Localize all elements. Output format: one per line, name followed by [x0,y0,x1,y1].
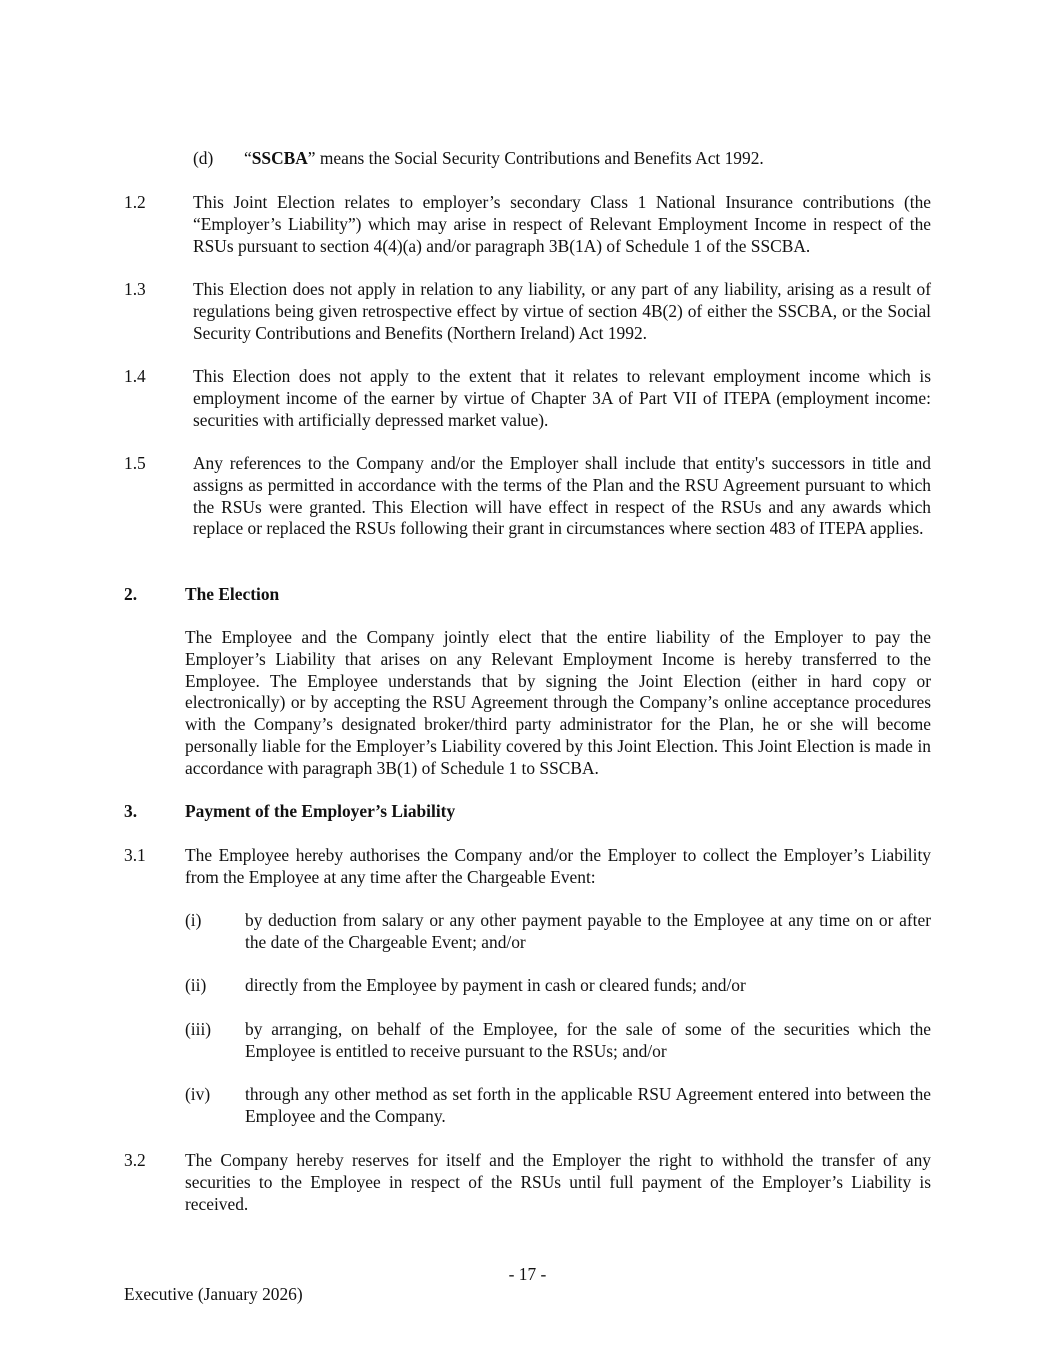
section-2-title: The Election [185,584,280,604]
section-1-2-number: 1.2 [124,192,146,212]
section-1-5-number: 1.5 [124,453,146,473]
section-2-number: 2. [124,584,138,604]
item-ii-number: (ii) [185,975,207,995]
defined-term: SSCBA [251,148,308,168]
item-ii-text: directly from the Employee by payment in cash or cleared funds; and/or [245,975,746,995]
page-number: - 17 - [508,1264,547,1284]
item-iii-number: (iii) [185,1019,212,1039]
item-i-number: (i) [185,910,202,930]
section-1-3-text: This Election does not apply in relation to any liability, or any part of any liability, arising as a result of regulations being given retrospective effect by virtue of section 4B(2) of either the SSCBA, or the Social Security Contributions and Benefits (Northern Ireland) Act 1992. [193,279,931,343]
item-iv-text: through any other method as set forth in the applicable RSU Agreement entered into between the Employee and the Company. [245,1084,931,1126]
section-3-1-text: The Employee hereby authorises the Company and/or the Employer to collect the Employer’s Liability from the Employee at any time after the Chargeable Event: [185,845,931,887]
section-1-4-number: 1.4 [124,366,146,386]
section-1-4-text: This Election does not apply to the extent that it relates to relevant employment income which is employment income of the earner by virtue of Chapter 3A of Part VII of ITEPA (employment income: securities with artificially depressed market value). [193,366,931,430]
item-d-number: (d) [193,148,214,168]
section-3-number: 3. [124,801,138,821]
section-2-body: The Employee and the Company jointly elect that the entire liability of the Employer to pay the Employer’s Liability that arises on any Relevant Employment Income is hereby transferred to the Employee. The Employee understands that by signing the Joint Election (either in hard copy or electronically) or by accepting the RSU Agreement through the Company’s online acceptance procedures with the Company’s designated broker/third party administrator for the Plan, he or she will become personally liable for the Employer’s Liability covered by this Joint Election. This Joint Election is made in accordance with paragraph 3B(1) of Schedule 1 to SSCBA. [185,627,931,778]
section-3-1-number: 3.1 [124,845,146,865]
section-3-title: Payment of the Employer’s Liability [185,801,456,821]
section-3-2-number: 3.2 [124,1150,146,1170]
document-label: Executive (January 2026) [124,1284,303,1304]
section-1-5-text: Any references to the Company and/or the Employer shall include that entity's successors in title and assigns as permitted in accordance with the terms of the Plan and the RSU Agreement pursuant to which the RSUs were granted. This Election will have effect in respect of the RSUs and any awards which replace or replaced the RSUs following their grant in circumstances where section 483 of ITEPA applies. [193,453,931,539]
section-1-3-number: 1.3 [124,279,146,299]
section-3-2-text: The Company hereby reserves for itself and the Employer the right to withhold the transfer of any securities to the Employee in respect of the RSUs until full payment of the Employer’s Liability is received. [185,1150,931,1214]
item-iii-text: by arranging, on behalf of the Employee, for the sale of some of the securities which the Employee is entitled to receive pursuant to the RSUs; and/or [245,1019,931,1061]
item-d-text: “SSCBA” means the Social Security Contributions and Benefits Act 1992. [244,148,764,168]
item-i-text: by deduction from salary or any other payment payable to the Employee at any time on or after the date of the Chargeable Event; and/or [245,910,931,952]
section-1-2-text: This Joint Election relates to employer’s secondary Class 1 National Insurance contributions (the “Employer’s Liability”) which may arise in respect of Relevant Employment Income in respect of the RSUs pursuant to section 4(4)(a) and/or paragraph 3B(1A) of Schedule 1 of the SSCBA. [193,192,931,256]
item-iv-number: (iv) [185,1084,211,1104]
